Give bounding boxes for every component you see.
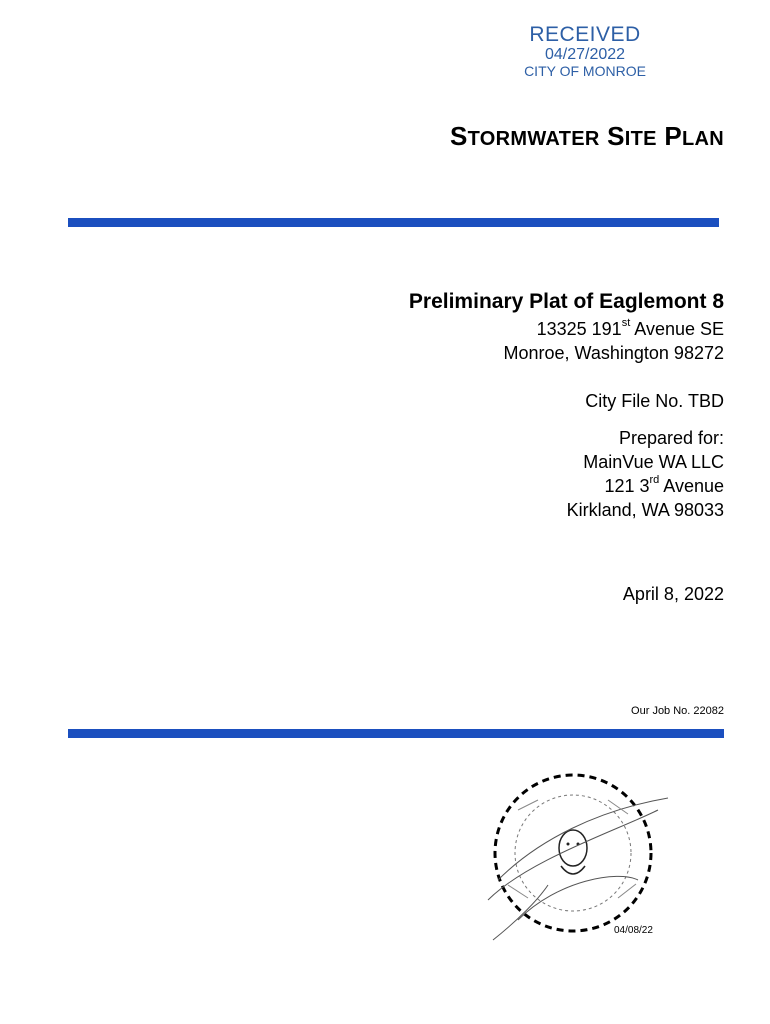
document-date: April 8, 2022 [622, 584, 724, 604]
title-letter: S [449, 121, 468, 151]
engineer-seal-icon [478, 770, 678, 950]
title-word: ITE [624, 128, 657, 150]
title-word: TORMWATER [467, 128, 600, 150]
address-ordinal: st [621, 317, 631, 329]
client-name: MainVue WA LLC [583, 452, 724, 472]
client-address-ordinal: rd [649, 474, 660, 486]
city-file-number: City File No. TBD [585, 391, 724, 411]
received-stamp-city: CITY OF MONROE [524, 63, 646, 79]
client-address-street: Avenue [659, 476, 724, 496]
document-title [450, 121, 724, 152]
received-stamp-title: RECEIVED [529, 23, 641, 46]
top-divider [68, 218, 719, 227]
client-address [604, 476, 724, 497]
address-number: 13325 191 [536, 319, 622, 339]
title-letter: S [607, 121, 625, 151]
client-address-number: 121 3 [604, 476, 650, 496]
job-number: Our Job No. 22082 [631, 705, 724, 717]
received-stamp [500, 24, 670, 79]
project-city: Monroe, Washington 98272 [503, 343, 724, 363]
client-city: Kirkland, WA 98033 [566, 500, 724, 520]
project-title: Preliminary Plat of Eaglemont 8 [408, 290, 724, 313]
title-word: LAN [681, 128, 724, 150]
address-street: Avenue SE [630, 319, 724, 339]
title-letter: P [664, 121, 682, 151]
bottom-divider [68, 729, 724, 738]
seal-date: 04/08/22 [614, 925, 653, 936]
received-stamp-date: 04/27/2022 [544, 46, 626, 63]
project-address [537, 319, 724, 340]
prepared-for-label: Prepared for: [618, 428, 724, 448]
